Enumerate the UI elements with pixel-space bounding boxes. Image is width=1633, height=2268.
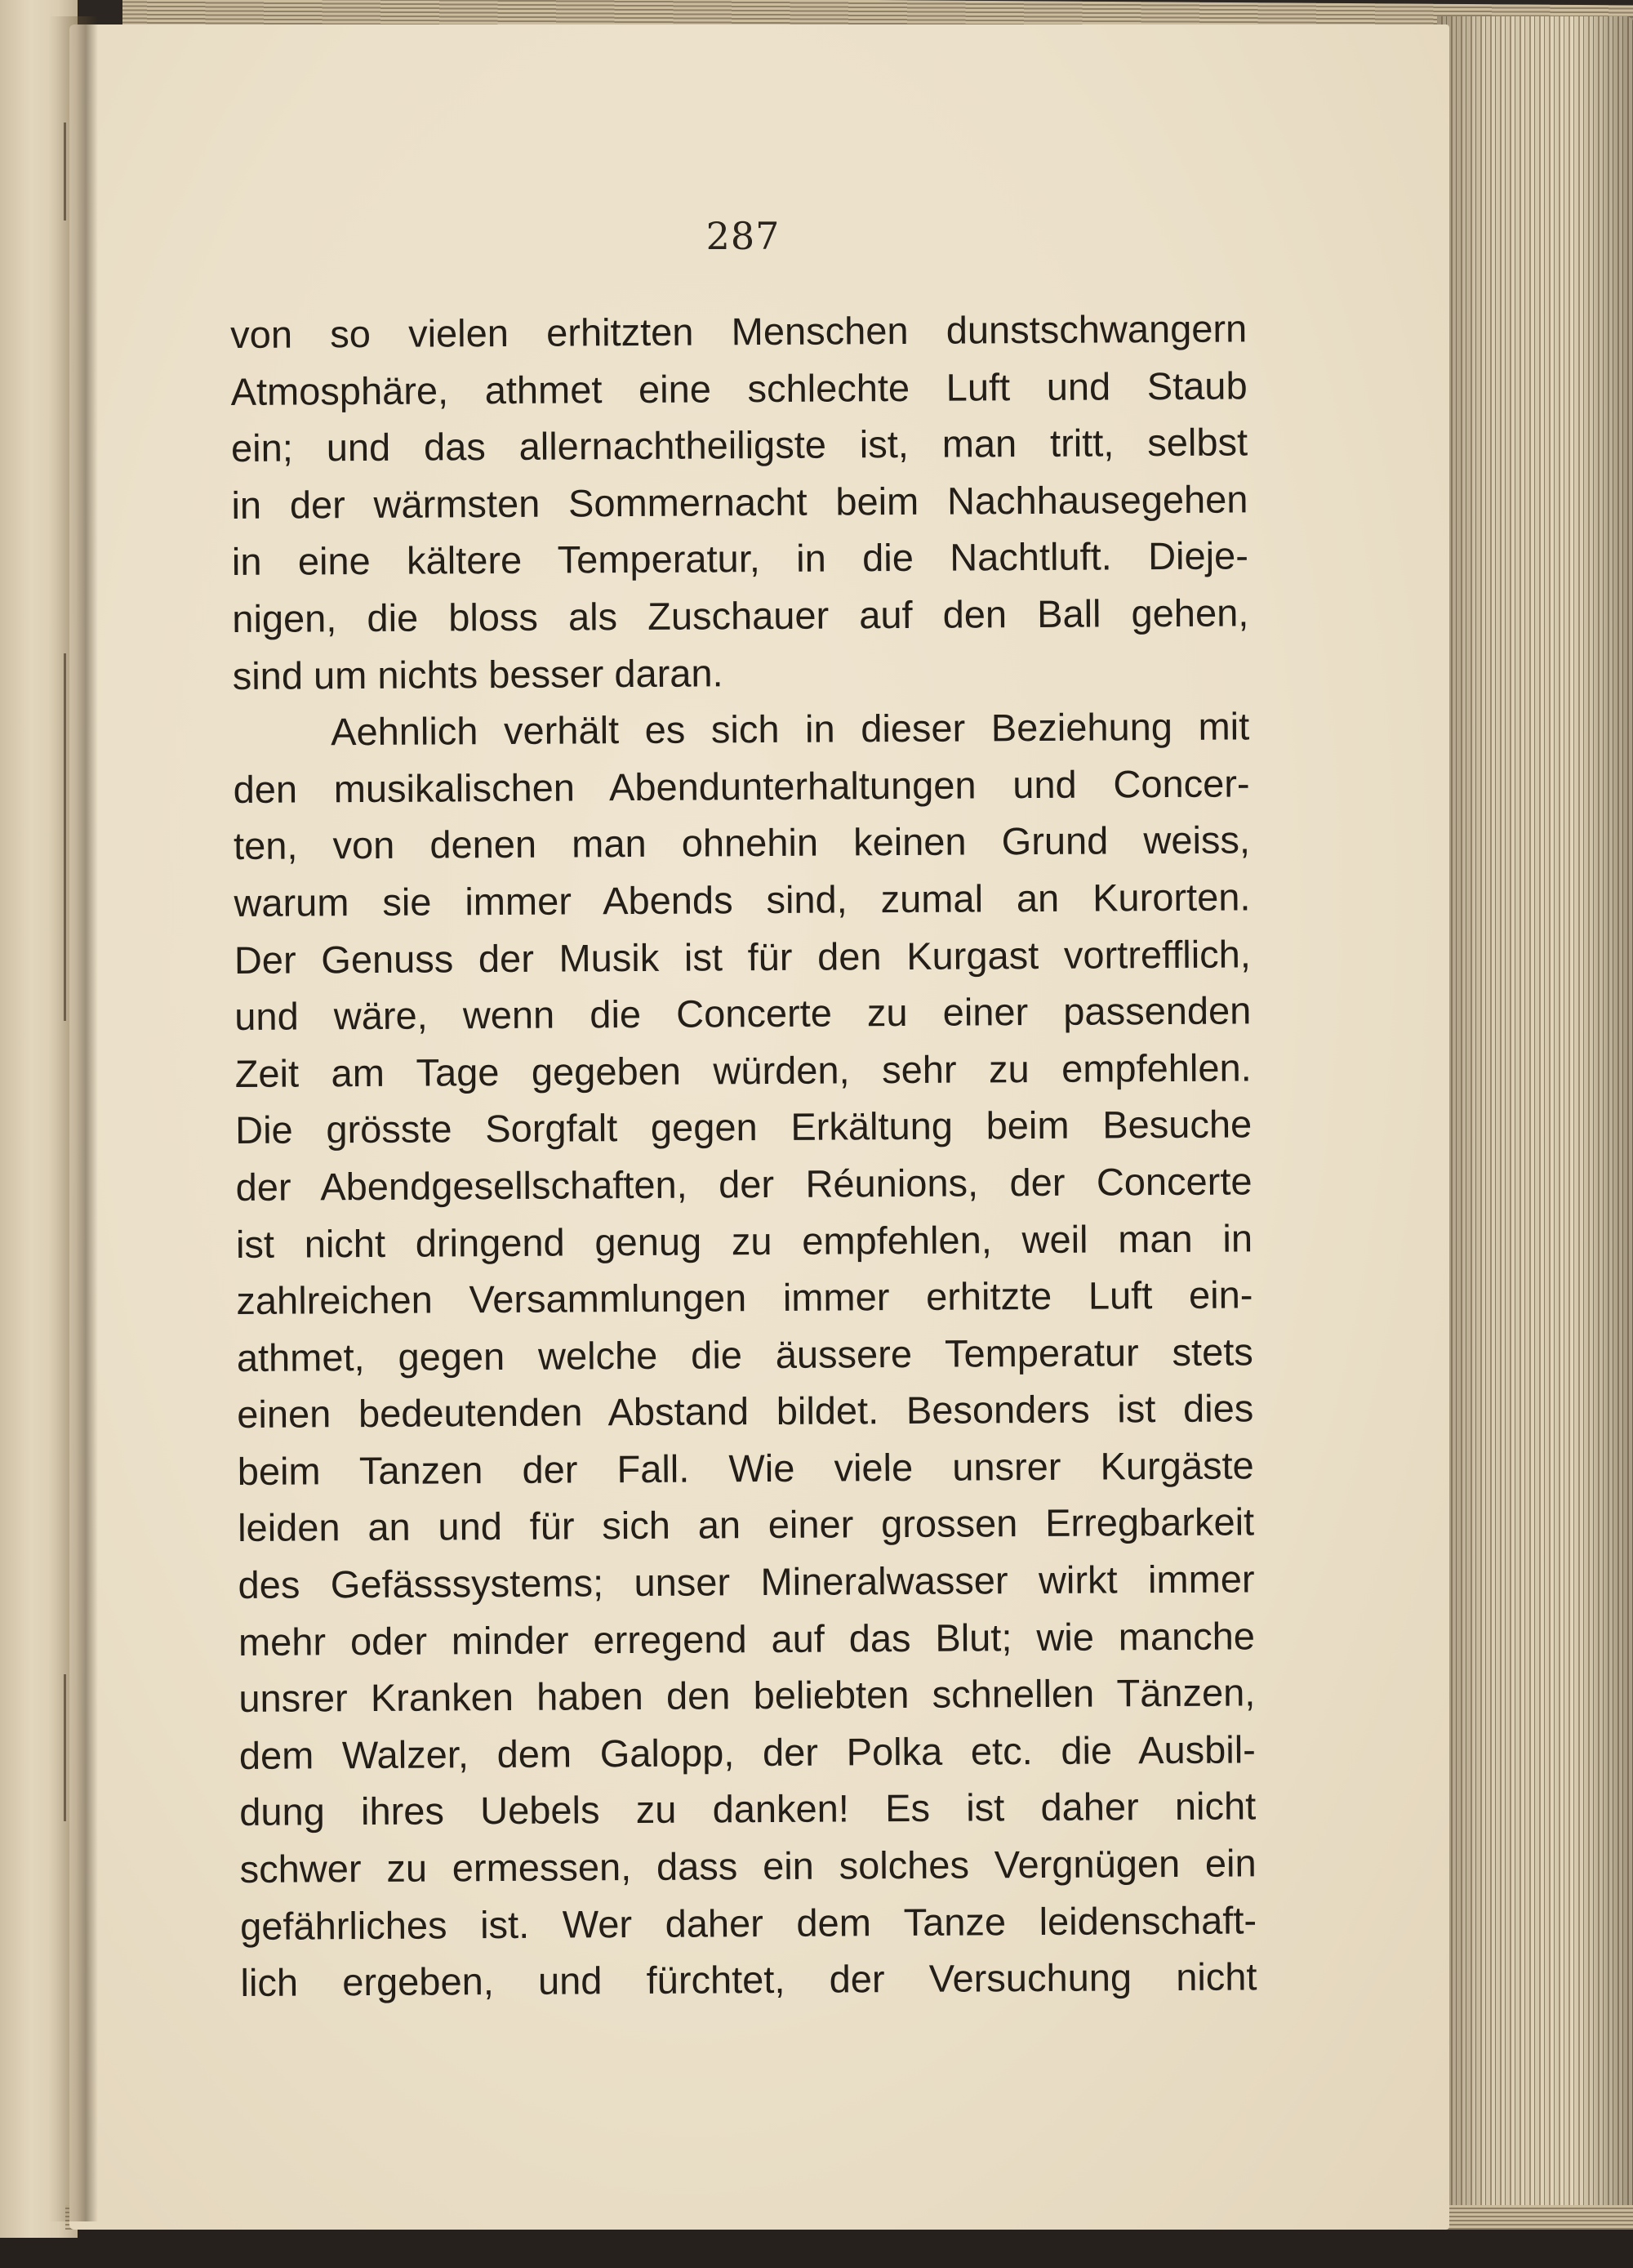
text-line: athmet, gegen welche die äussere Temperatur stets (236, 1330, 1254, 1379)
text-line: des Gefässsystems; unser Mineralwasser wirkt immer (238, 1557, 1255, 1607)
text-line: von so vielen erhitzten Menschen dunstschwangern (230, 306, 1248, 356)
body-text (230, 300, 1257, 2011)
paragraph-first-line: Aehnlich verhält es sich in dieser Beziehung mit (331, 704, 1250, 754)
text-line: und wäre, wenn die Concerte zu einer passenden (234, 988, 1252, 1039)
text-line: Der Genuss der Musik ist für den Kurgast vortrefflich, (234, 931, 1252, 982)
text-line: ein; und das allernachtheiligste ist, man tritt, selbst (230, 420, 1248, 470)
text-line: mehr oder minder erregend auf das Blut; wie manche (238, 1614, 1256, 1664)
text-line: in der wärmsten Sommernacht beim Nachhausegehen (231, 477, 1248, 527)
page-stack-shade (1437, 16, 1633, 2213)
text-line: dem Walzer, dem Galopp, der Polka etc. die Ausbil- (238, 1727, 1256, 1777)
text-line: lich ergeben, und fürchtet, der Versuchung nicht (240, 1954, 1257, 2005)
text-line: nigen, die bloss als Zuschauer auf den Ball gehen, (232, 590, 1249, 640)
text-line: leiden an und für sich an einer grossen Erregbarkeit (237, 1499, 1255, 1550)
text-line: Zeit am Tage gegeben würden, sehr zu empfehlen. (234, 1045, 1252, 1095)
text-line: einen bedeutenden Abstand bildet. Besonders ist dies (237, 1386, 1254, 1437)
gutter-mark (64, 1674, 66, 1821)
text-line: sind um nichts besser daran. (232, 650, 723, 697)
text-line: ist nicht dringend genug zu empfehlen, weil man in (235, 1215, 1253, 1266)
text-line: Atmosphäre, athmet eine schlechte Luft und Staub (230, 363, 1248, 413)
text-line: schwer zu ermessen, dass ein solches Vergnügen ein (239, 1841, 1257, 1891)
text-line: der Abendgesellschaften, der Réunions, der Concerte (235, 1159, 1253, 1209)
gutter-mark (64, 653, 66, 1021)
text-line: dung ihres Uebels zu danken! Es ist daher nicht (239, 1784, 1257, 1834)
text-line: ten, von denen man ohnehin keinen Grund weiss, (233, 818, 1251, 868)
text-line: Die grösste Sorgfalt gegen Erkältung beim Besuche (235, 1102, 1253, 1152)
text-line: gefährliches ist. Wer daher dem Tanze leidenschaft- (239, 1897, 1257, 1948)
text-line: den musikalischen Abendunterhaltungen und Concer- (233, 761, 1250, 811)
text-line: zahlreichen Versammlungen immer erhitzte Luft ein- (236, 1272, 1253, 1323)
gutter-shadow (49, 16, 98, 2221)
page-number: 287 (705, 214, 781, 258)
gutter-mark (64, 123, 66, 221)
text-line: unsrer Kranken haben den beliebten schnellen Tänzen, (238, 1670, 1256, 1721)
text-line: in eine kältere Temperatur, in die Nachtluft. Dieje- (231, 533, 1249, 584)
text-line: warum sie immer Abends sind, zumal an Kurorten. (234, 875, 1251, 925)
text-line: beim Tanzen der Fall. Wie viele unsrer Kurgäste (237, 1443, 1254, 1493)
